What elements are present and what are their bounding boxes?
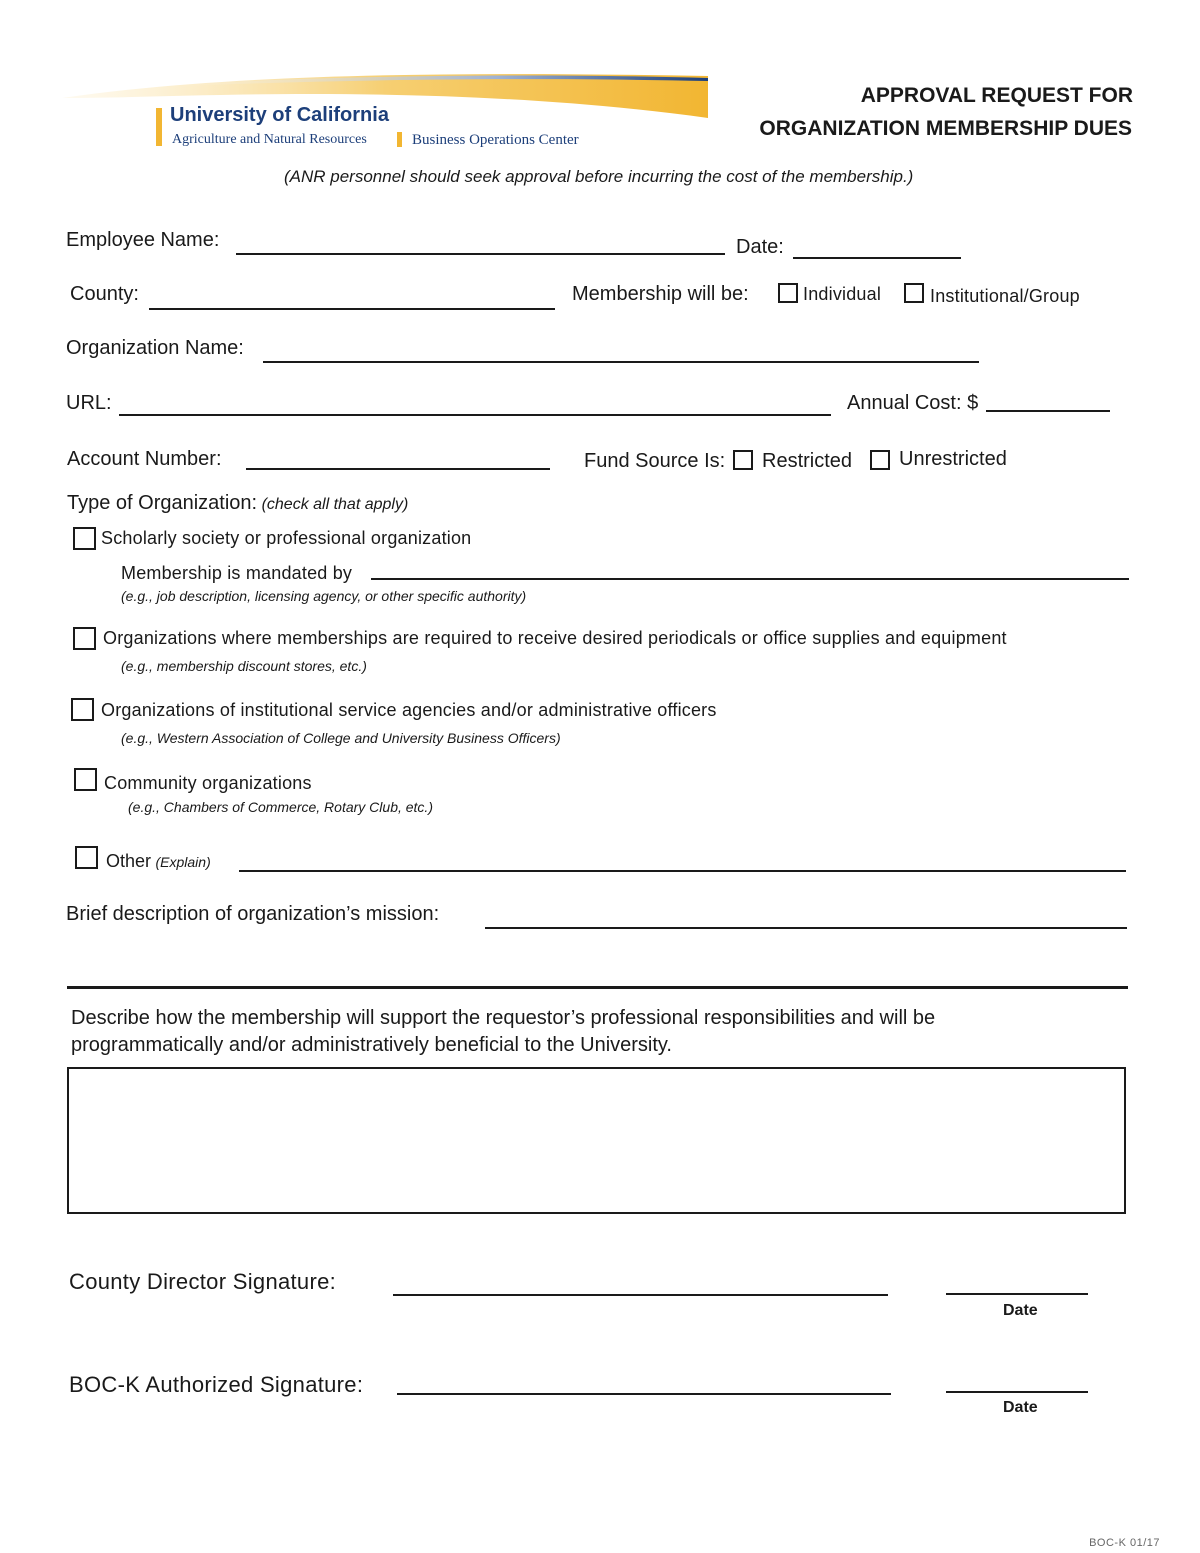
periodicals-org-label: Organizations where memberships are required to receive desired periodicals or office supplies and equipment <box>103 628 1007 648</box>
form-title-line2: ORGANIZATION MEMBERSHIP DUES <box>759 117 1132 140</box>
institutional-label: Institutional/Group <box>930 286 1080 306</box>
mandated-by-label: Membership is mandated by <box>121 563 353 583</box>
mission-field-line2[interactable] <box>67 986 1128 989</box>
url-field[interactable] <box>119 414 831 416</box>
individual-label: Individual <box>803 284 882 304</box>
account-number-label: Account Number: <box>67 448 222 470</box>
boc-date-field[interactable] <box>946 1391 1088 1393</box>
periodicals-example: (e.g., membership discount stores, etc.) <box>121 658 367 674</box>
mission-label: Brief description of organization’s mission: <box>66 903 440 925</box>
org-type-hint: (check all that apply) <box>261 496 409 513</box>
other-explain-field[interactable] <box>239 870 1126 872</box>
boc-signature-label: BOC-K Authorized Signature: <box>69 1372 364 1397</box>
institutional-service-label: Organizations of institutional service agencies and/or administrative officers <box>101 700 717 720</box>
annual-cost-label: Annual Cost: $ <box>847 392 979 414</box>
scholarly-society-checkbox[interactable] <box>73 527 96 550</box>
county-field[interactable] <box>149 308 555 310</box>
org-type-heading <box>67 493 408 513</box>
county-director-date-label: Date <box>1003 1302 1038 1319</box>
support-prompt-line1: Describe how the membership will support the requestor’s professional responsibilities and will be <box>71 1007 936 1029</box>
logo-bar-small <box>397 132 402 147</box>
support-textarea[interactable] <box>67 1067 1126 1214</box>
restricted-label: Restricted <box>762 450 853 472</box>
county-label: County: <box>70 283 139 305</box>
other-label: Other <box>106 851 152 871</box>
form-title-line1: APPROVAL REQUEST FOR <box>860 84 1133 107</box>
account-number-field[interactable] <box>246 468 550 470</box>
other-hint: (Explain) <box>155 854 211 870</box>
logo-center: Business Operations Center <box>412 132 579 148</box>
community-org-label: Community organizations <box>104 773 312 793</box>
institutional-service-checkbox[interactable] <box>71 698 94 721</box>
community-org-example: (e.g., Chambers of Commerce, Rotary Club, etc.) <box>128 799 433 815</box>
boc-date-label: Date <box>1003 1399 1038 1416</box>
url-label: URL: <box>66 392 112 414</box>
periodicals-org-checkbox[interactable] <box>73 627 96 650</box>
other-label-group <box>106 852 211 871</box>
county-director-signature-label: County Director Signature: <box>69 1269 337 1294</box>
mission-field-line1[interactable] <box>485 927 1127 929</box>
unrestricted-checkbox[interactable] <box>870 450 890 470</box>
logo-university: University of California <box>170 104 389 126</box>
employee-name-field[interactable] <box>236 253 725 255</box>
county-director-date-field[interactable] <box>946 1293 1088 1295</box>
mandated-example: (e.g., job description, licensing agency, or other specific authority) <box>121 588 527 604</box>
org-type-label: Type of Organization: <box>67 492 258 514</box>
boc-signature-field[interactable] <box>397 1393 891 1395</box>
organization-name-label: Organization Name: <box>66 337 244 359</box>
county-director-signature-field[interactable] <box>393 1294 888 1296</box>
scholarly-society-label: Scholarly society or professional organization <box>101 528 472 548</box>
membership-type-label: Membership will be: <box>572 283 749 305</box>
institutional-service-example: (e.g., Western Association of College and University Business Officers) <box>121 730 561 746</box>
individual-checkbox[interactable] <box>778 283 798 303</box>
other-checkbox[interactable] <box>75 846 98 869</box>
organization-name-field[interactable] <box>263 361 979 363</box>
logo-bar-left <box>156 108 162 146</box>
institutional-checkbox[interactable] <box>904 283 924 303</box>
community-org-checkbox[interactable] <box>74 768 97 791</box>
restricted-checkbox[interactable] <box>733 450 753 470</box>
approval-note: (ANR personnel should seek approval before incurring the cost of the membership.) <box>284 167 914 186</box>
employee-name-label: Employee Name: <box>66 229 220 251</box>
support-prompt-line2: programmatically and/or administratively beneficial to the University. <box>71 1034 672 1056</box>
form-code: BOC-K 01/17 <box>1089 1537 1160 1549</box>
uc-anr-logo <box>60 72 712 158</box>
fund-source-label: Fund Source Is: <box>584 450 726 472</box>
unrestricted-label: Unrestricted <box>899 448 1007 470</box>
logo-division: Agriculture and Natural Resources <box>172 132 367 147</box>
annual-cost-field[interactable] <box>986 410 1110 412</box>
date-field[interactable] <box>793 257 961 259</box>
date-label: Date: <box>736 236 784 258</box>
mandated-by-field[interactable] <box>371 578 1129 580</box>
